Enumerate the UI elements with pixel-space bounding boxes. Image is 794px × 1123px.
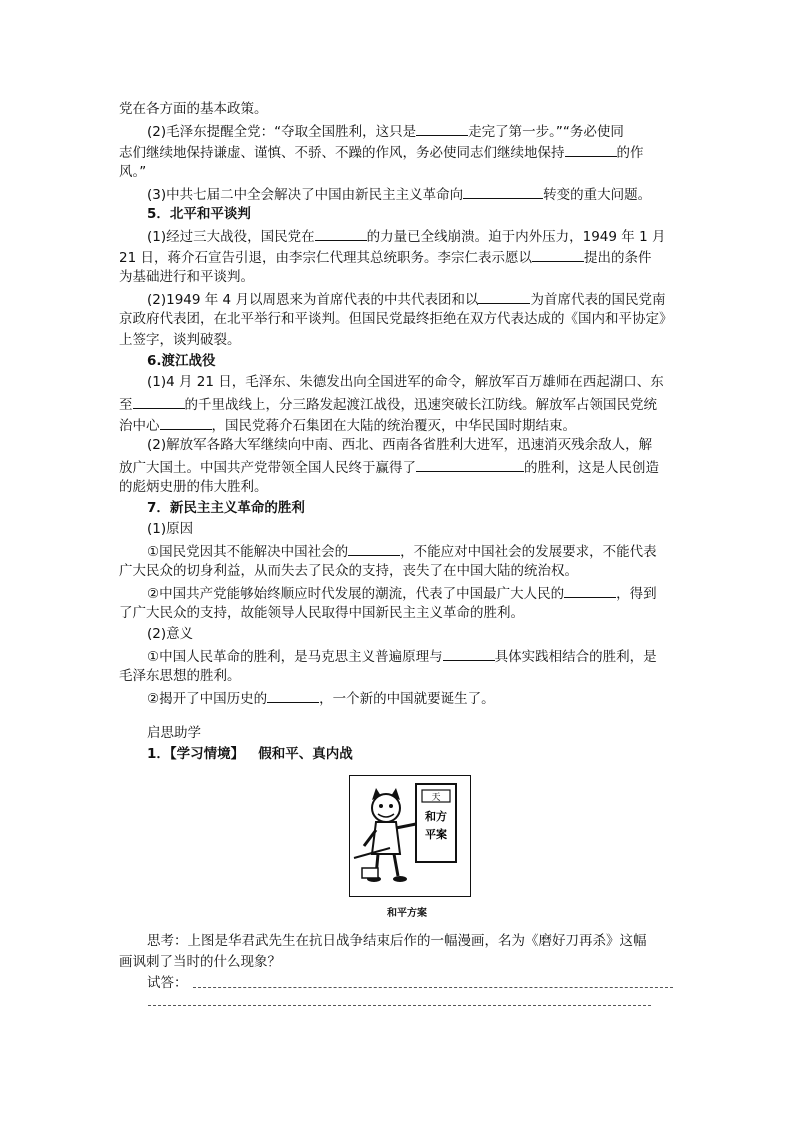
text-line: 京政府代表团，在北平举行和平谈判。但国民党最终拒绝在双方代表达成的《国内和平协定》 — [119, 311, 673, 327]
answer-line[interactable] — [148, 1005, 651, 1006]
fill-blank[interactable] — [532, 247, 584, 262]
whetstone — [362, 868, 378, 878]
fill-blank[interactable] — [348, 541, 400, 556]
fill-blank[interactable] — [416, 121, 468, 136]
character-head — [372, 794, 400, 822]
fill-blank[interactable] — [478, 289, 530, 304]
section-heading: 7．新民主主义革命的胜利 — [147, 500, 305, 516]
text-line: (2)毛泽东提醒全党：“夺取全国胜利，这只是 走完了第一步。”“务必使同 — [147, 121, 624, 141]
fill-blank[interactable] — [463, 184, 543, 199]
section-heading: 5．北平和平谈判 — [147, 206, 251, 222]
text-line: 至 的千里战线上，分三路发起渡江战役，迅速突破长江防线。解放军占领国民党统 — [119, 394, 657, 414]
text-line: ①国民党因其不能解决中国社会的 ，不能应对中国社会的发展要求，不能代表 — [147, 541, 657, 561]
text-line: 毛泽东思想的胜利。 — [119, 668, 241, 684]
text-line: 治中心 ，国民党蒋介石集团在大陆的统治覆灭，中华民国时期结束。 — [119, 415, 576, 435]
board-text-bottom: 平案 — [425, 828, 447, 841]
text-line: 21 日，蒋介石宣告引退，由李宗仁代理其总统职务。李宗仁表示愿以 提出的条件 — [119, 247, 651, 267]
text-line: 风。” — [119, 164, 147, 180]
cartoon-figure — [349, 775, 471, 897]
text-line: ②中国共产党能够始终顺应时代发展的潮流，代表了中国最广大人民的 ，得到 — [147, 583, 657, 603]
text-line: 上签字，谈判破裂。 — [119, 332, 241, 348]
section-heading: 6.渡江战役 — [147, 353, 216, 369]
text-line: 放广大国土。中国共产党带领全国人民终于赢得了 的胜利，这是人民创造 — [119, 457, 659, 477]
text-line: 为基础进行和平谈判。 — [119, 269, 254, 285]
text-line: (1)原因 — [147, 521, 194, 537]
text-line: ②揭开了中国历史的 ，一个新的中国就要诞生了。 — [147, 688, 495, 708]
scenario-heading: 1．【学习情境】 假和平、真内战 — [147, 746, 353, 762]
text-line: 志们继续地保持谦虚、谨慎、不骄、不躁的作风，务必使同志们继续地保持 的作 — [119, 142, 644, 162]
answer-line[interactable] — [193, 987, 673, 988]
fill-blank[interactable] — [416, 457, 524, 472]
fill-blank[interactable] — [565, 142, 617, 157]
cartoon-drawing — [350, 776, 469, 895]
text-line: 广大民众的切身利益，从而失去了民众的支持，丧失了在中国大陆的统治权。 — [119, 563, 578, 579]
text-line: 党在各方面的基本政策。 — [119, 101, 268, 117]
text-line: (2)意义 — [147, 626, 194, 642]
fill-blank[interactable] — [315, 226, 367, 241]
text-line: (2)解放军各路大军继续向中南、西北、西南各省胜利大进军，迅速消灭残余敌人，解 — [147, 437, 653, 453]
fill-blank[interactable] — [267, 688, 319, 703]
fill-blank[interactable] — [133, 394, 185, 409]
text-line: (2)1949 年 4 月以周恩来为首席代表的中共代表团和以 为首席代表的国民党南 — [147, 289, 665, 309]
figure-caption: 和平方案 — [387, 908, 427, 919]
fill-blank[interactable] — [160, 415, 212, 430]
text-line: (1)经过三大战役，国民党在 的力量已全线崩溃。迫于内外压力，1949 年 1 月 — [147, 226, 665, 246]
text-line: (3)中共七届二中全会解决了中国由新民主主义革命向 转变的重大问题。 — [147, 184, 651, 204]
board-cap-text: 天 — [431, 793, 441, 803]
text-line: (1)4 月 21 日，毛泽东、朱德发出向全国进军的命令，解放军百万雄师在西起湖口、东 — [147, 374, 664, 390]
question-text: 思考：上图是华君武先生在抗日战争结束后作的一幅漫画，名为《磨好刀再杀》这幅 — [147, 933, 647, 949]
question-text: 画讽刺了当时的什么现象？ — [119, 954, 281, 970]
text-line: 的彪炳史册的伟大胜利。 — [119, 479, 268, 495]
fill-blank[interactable] — [564, 583, 616, 598]
answer-label: 试答： — [147, 975, 188, 991]
board-text-top: 和方 — [425, 810, 447, 823]
text-line: 了广大民众的支持，故能领导人民取得中国新民主主义革命的胜利。 — [119, 605, 524, 621]
text-line: ①中国人民革命的胜利，是马克思主义普遍原理与 具体实践相结合的胜利，是 — [147, 646, 657, 666]
fill-blank[interactable] — [443, 646, 495, 661]
section-heading: 启思助学 — [147, 725, 201, 741]
